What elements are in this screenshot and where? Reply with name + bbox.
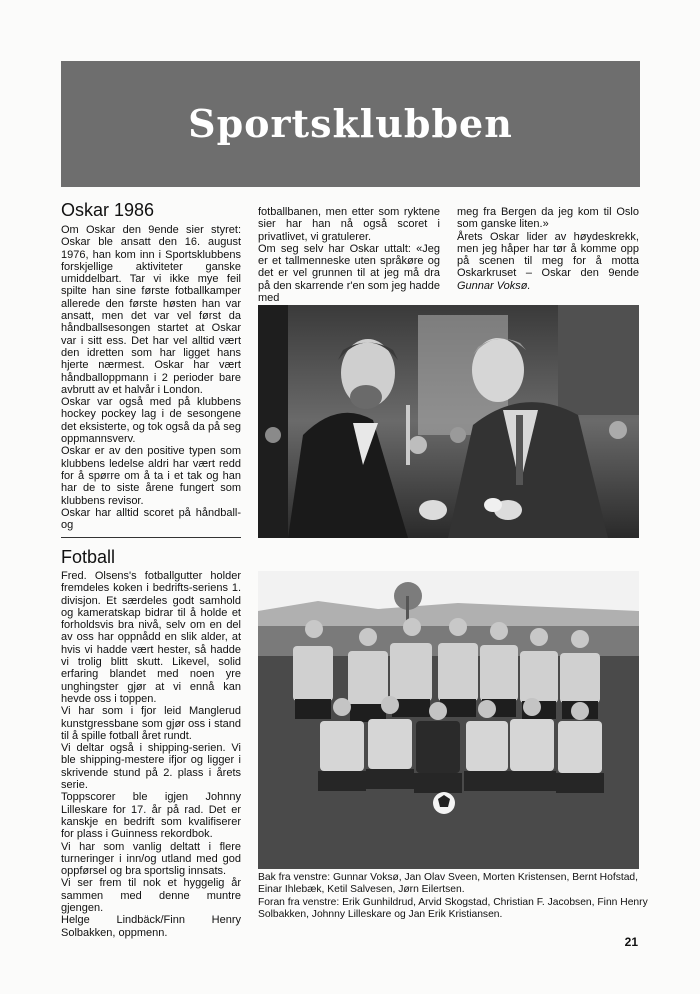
paragraph: Vi ser frem til nok et hyggelig år sammen med denne muntre gjengen. [61,877,241,915]
paragraph-text: Årets Oskar lider av høydeskrekk, men jeg håper har tør å komme opp på scenen til meg for å motta Oskarkruset – Oskar den 9ende [457,230,639,280]
paragraph: Vi deltar også i shipping-serien. Vi ble shipping-mestere ifjor og ligger i skrivende stund på 2. plass i årets serie. [61,742,241,792]
paragraph: Oskar var også med på klubbens hockey pockey lag i de sesongene det eksisterte, og tok også da på seg oppmannsverv. [61,396,241,446]
article-column-3 [457,206,639,292]
football-team-photo [258,571,639,869]
article-column-2 [258,206,440,304]
header-banner [61,61,640,187]
paragraph: Vi har som vanlig deltatt i flere turneringer i inn/og utland med god oppførsel og bra sportslig innsats. [61,840,241,878]
page-title: Sportsklubben [188,101,513,146]
award-ceremony-photo [258,305,639,538]
paragraph: meg fra Bergen da jeg kom til Oslo som ganske liten.» [457,206,639,231]
paragraph: Om Oskar den 9ende sier styret: Oskar ble ansatt den 16. august 1976, han kom inn i Sportsklubbens forskjellige aktiviteter ganske umiddelbart. Tar vi ikke mye feil spilte han sine første fotballkamper allerede den første høsten han var ansatt, men det var vel først da håndballsesongen startet at Oskar var i sitt ess. Det har vel alltid vært den idretten som har ligget hans hjerte nærmest. Oskar har vært håndballoppmann i 2 perioder bare avbrutt av et halvår i London. [61,224,241,396]
caption-front-row: Foran fra venstre: Erik Gunhildrud, Arvid Skogstad, Christian F. Jacobsen, Finn Henry Solbakken, Johnny Lilleskare og Jan Erik Kristiansen. [258,896,648,920]
paragraph: Vi har som i fjor leid Manglerud kunstgressbane som gjør oss i stand til å spille fotball året rundt. [61,705,241,742]
paragraph: Oskar har alltid scoret på håndball-og [61,506,241,532]
paragraph: Fred. Olsens's fotballgutter holder fremdeles koken i bedrifts-seriens 1. divisjon. Et særdeles godt samhold og kameratskap bidrar til å holde et forholdsvis bra nivå, selv om en del av oss har oppnådd en slik alder, at hvis vi hadde vært hester, så hadde vi trolig blitt skutt. Likevel, solid erfaring blandet med noen yre unghingster gjør at vi ennå kan hevde oss i toppen. [61,570,241,705]
paragraph: fotballbanen, men etter som ryktene sier har han nå også scoret i privatlivet, vi gratulerer. [258,206,440,243]
section-heading-fotball: Fotball [61,547,116,567]
fotball-column [61,570,241,939]
paragraph [457,231,639,292]
caption-back-row: Bak fra venstre: Gunnar Voksø, Jan Olav Sveen, Morten Kristensen, Bernt Hofstad, Einar Ihlebæk, Ketil Salvesen, Jørn Eilertsen. [258,872,639,896]
photo-caption [258,872,658,921]
italic-name: Gunnar Voksø. [457,279,531,292]
page-number: 21 [624,935,638,949]
section-divider [61,537,241,538]
section-heading-oskar: Oskar 1986 [61,200,155,220]
paragraph: Toppscorer ble igjen Johnny Lilleskare for 17. år på rad. Det er kanskje en bedrift som kvalifiserer for plass i Guinness rekordbok. [61,791,241,841]
paragraph: Oskar er av den positive typen som klubbens ledelse aldri har vært redd for å spørre om å ta i et tak og han har de to siste årene fungert som klubbens revisor. [61,445,241,507]
article-column-1 [61,224,241,531]
paragraph: Om seg selv har Oskar uttalt: «Jeg er et tallmenneske uten språkøre og det er vel grunnen til at jeg må dra på den skarrende r'en som jeg hadde med [258,242,440,305]
paragraph: Helge Lindbäck/Finn Henry Solbakken, oppmenn. [61,914,241,939]
